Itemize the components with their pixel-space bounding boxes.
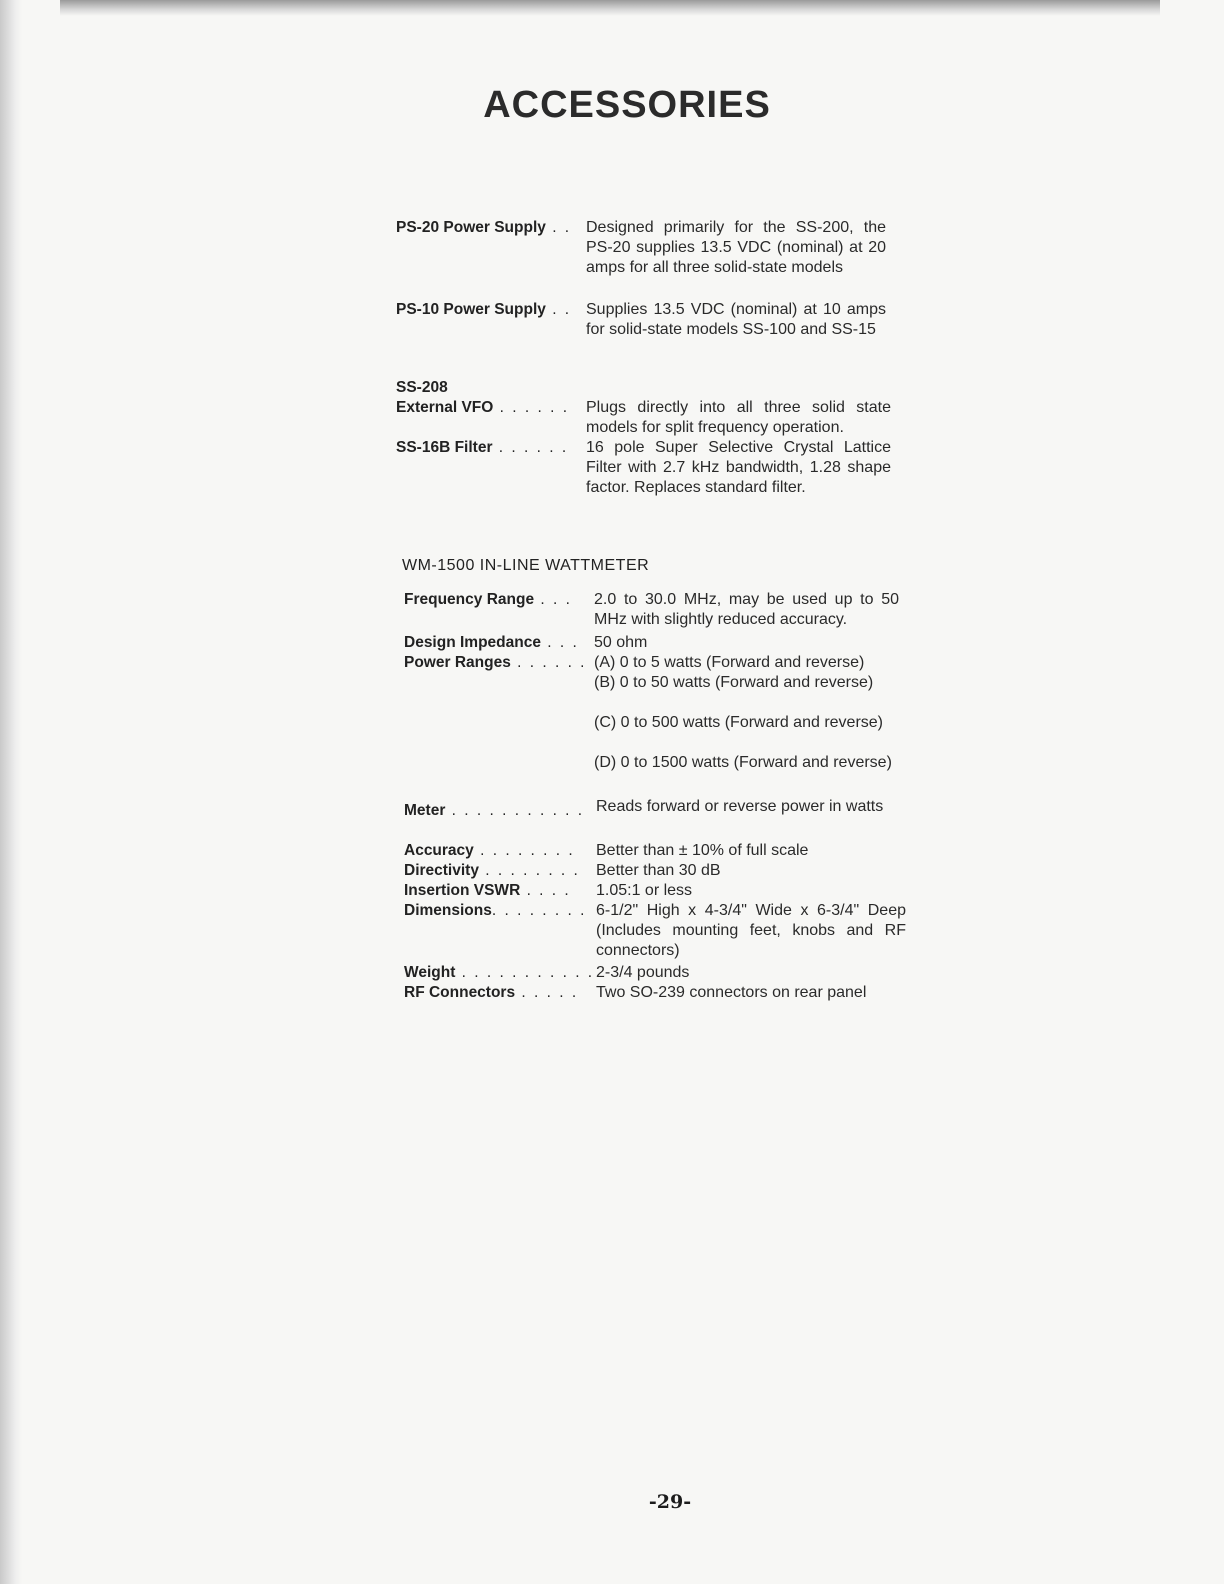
spec-value: Better than 30 dB [596, 862, 721, 879]
spec-row-directivity [404, 861, 914, 881]
spec-value: Reads forward or reverse power in watts [596, 798, 884, 815]
accessory-item-ps10 [396, 300, 896, 378]
spec-value: 1.05:1 or less [596, 882, 693, 899]
accessory-label: External VFO . . . . . . [396, 399, 570, 416]
spec-value: 2-3/4 pounds [596, 964, 690, 981]
accessory-label: PS-10 Power Supply . . [396, 301, 572, 318]
wattmeter-specs [404, 590, 914, 1003]
accessory-description: Supplies 13.5 VDC (nominal) at 10 amps for solid-state models SS-100 and SS-15 [586, 301, 886, 338]
spec-label: Dimensions. . . . . . . . [404, 902, 587, 919]
spec-row-weight [404, 963, 914, 983]
spec-label: Weight . . . . . . . . . . . [404, 964, 595, 981]
accessory-label: SS-16B Filter . . . . . . [396, 439, 569, 456]
spec-label: Frequency Range . . . [404, 591, 572, 608]
wattmeter-heading: WM-1500 IN-LINE WATTMETER [402, 557, 650, 574]
accessory-item-ss208 [396, 378, 896, 438]
spec-value: 6-1/2" High x 4-3/4" Wide x 6-3/4" Deep (Includes mounting feet, knobs and RF connectors) [596, 902, 906, 959]
accessory-label: PS-20 Power Supply . . [396, 219, 572, 236]
power-range-b: (B) 0 to 50 watts (Forward and reverse) [594, 674, 874, 691]
power-range-d: (D) 0 to 1500 watts (Forward and reverse) [594, 754, 892, 771]
page-title: ACCESSORIES [483, 84, 771, 126]
spec-row-meter [404, 797, 914, 841]
spec-value: Better than ± 10% of full scale [596, 842, 809, 859]
spec-label: Directivity . . . . . . . . [404, 862, 580, 879]
accessory-description: Designed primarily for the SS-200, the PS-20 supplies 13.5 VDC (nominal) at 20 amps for all three solid-state models [586, 219, 886, 276]
spec-label: Accuracy . . . . . . . . [404, 842, 575, 859]
spec-label: Insertion VSWR . . . . [404, 882, 571, 899]
spec-label: RF Connectors . . . . . [404, 984, 579, 1001]
spec-row-accuracy [404, 841, 914, 861]
accessory-label-top: SS-208 [396, 379, 448, 396]
power-range-c: (C) 0 to 500 watts (Forward and reverse) [594, 714, 883, 731]
spec-value-list [594, 653, 899, 793]
spec-row-insertion-vswr [404, 881, 914, 901]
accessories-list [396, 218, 896, 528]
page-number: -29- [648, 1491, 692, 1513]
accessory-description: 16 pole Super Selective Crystal Lattice Filter with 2.7 kHz bandwidth, 1.28 shape factor. Replaces standard filter. [586, 439, 891, 496]
scan-top-edge [60, 0, 1160, 16]
spec-label: Design Impedance . . . [404, 634, 579, 651]
scan-left-edge [0, 0, 22, 1584]
spec-value: 2.0 to 30.0 MHz, may be used up to 50 MHz with slightly reduced accuracy. [594, 591, 899, 628]
spec-row-frequency-range [404, 590, 914, 633]
spec-row-rf-connectors [404, 983, 914, 1003]
spec-label: Power Ranges . . . . . . [404, 654, 587, 671]
spec-row-power-ranges [404, 653, 914, 797]
spec-value: Two SO-239 connectors on rear panel [596, 984, 867, 1001]
spec-label: Meter . . . . . . . . . . . [404, 802, 585, 819]
accessory-item-ss16b [396, 438, 896, 528]
spec-value: 50 ohm [594, 634, 648, 651]
power-range-a: (A) 0 to 5 watts (Forward and reverse) [594, 654, 865, 671]
accessory-description: Plugs directly into all three solid state models for split frequency operation. [586, 399, 891, 436]
spec-row-dimensions [404, 901, 914, 963]
spec-row-design-impedance [404, 633, 914, 653]
accessory-item-ps20 [396, 218, 896, 300]
